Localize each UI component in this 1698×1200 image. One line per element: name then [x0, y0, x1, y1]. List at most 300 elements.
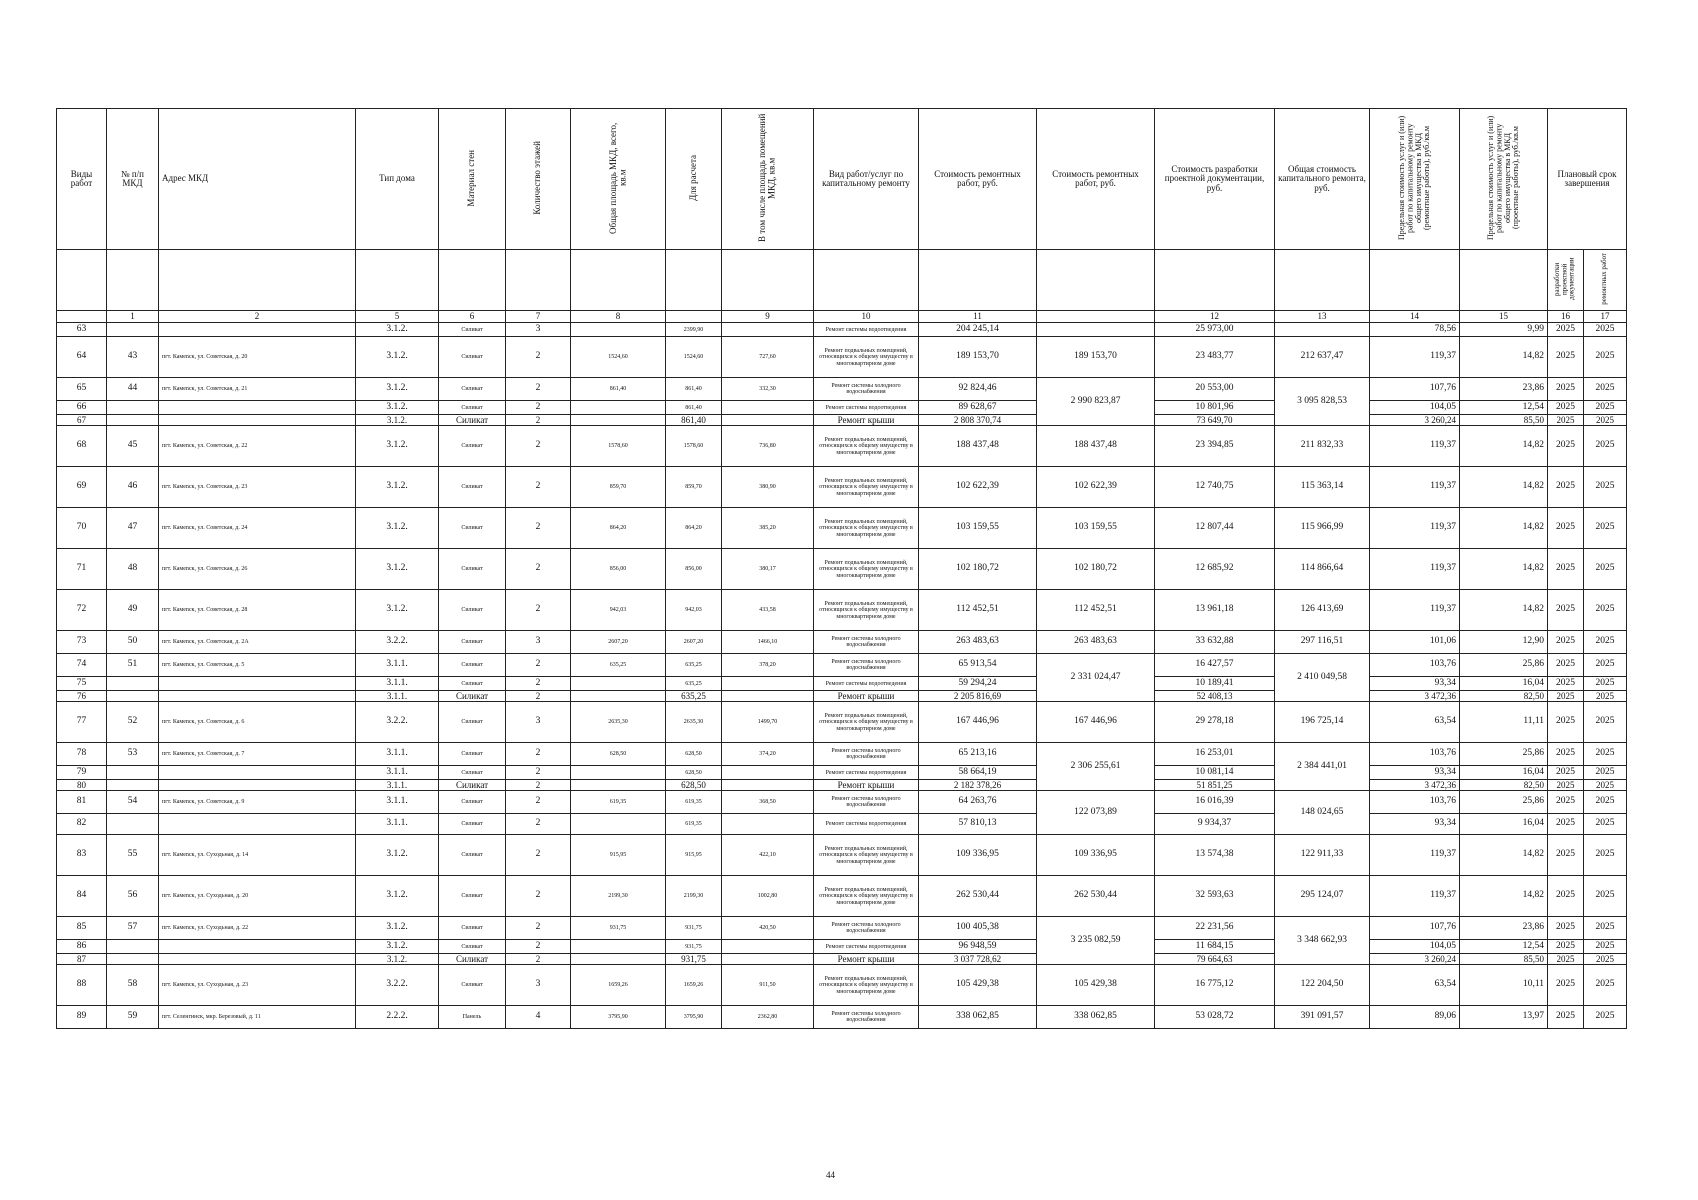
floors-cell: 3: [506, 631, 571, 654]
calc-area-cell: 861,40: [666, 378, 722, 401]
row-number-cell: 73: [57, 631, 107, 654]
house-type-cell: 3.1.1.: [356, 780, 439, 791]
work-kind-cell: Ремонт подвальных помещений, относящихся к общему имуществу в многоквартирном доме: [814, 876, 919, 917]
wall-material-cell: Силикат: [439, 654, 506, 677]
premises-area-cell: 1499,70: [722, 702, 814, 743]
col-repair-cost-1: Стоимость ремонтных работ, руб.: [919, 109, 1037, 250]
total-area-cell: [571, 940, 666, 954]
floors-cell: 2: [506, 940, 571, 954]
total-area-cell: 859,70: [571, 467, 666, 508]
repair-cost-total-cell: [1037, 323, 1155, 337]
limit-repair-cell: 107,76: [1370, 917, 1460, 940]
wall-material-cell: Силикат: [439, 508, 506, 549]
repair-cost-total-cell: 102 622,39: [1037, 467, 1155, 508]
floors-cell: 2: [506, 401, 571, 415]
row-number-cell: 87: [57, 954, 107, 965]
house-type-cell: 3.1.2.: [356, 378, 439, 401]
calc-area-cell: 628,50: [666, 743, 722, 766]
limit-design-cell: 12,54: [1460, 401, 1548, 415]
address-cell: [159, 814, 356, 835]
limit-design-cell: 82,50: [1460, 780, 1548, 791]
address-cell: пгт. Камenск, ул. Советская, д. 23: [159, 467, 356, 508]
limit-design-cell: 14,82: [1460, 508, 1548, 549]
work-kind-cell: Ремонт системы холодного водоснабжения: [814, 743, 919, 766]
house-type-cell: 3.1.1.: [356, 743, 439, 766]
limit-design-cell: 10,11: [1460, 965, 1548, 1006]
total-area-cell: [571, 954, 666, 965]
work-kind-cell: Ремонт крыши: [814, 780, 919, 791]
table-row: [57, 940, 1627, 954]
calc-area-cell: 2399,90: [666, 323, 722, 337]
column-number: 14: [1370, 311, 1460, 323]
premises-area-cell: [722, 677, 814, 691]
wall-material-cell: Силикат: [439, 378, 506, 401]
column-number: 17: [1584, 311, 1627, 323]
mkd-number-cell: 58: [107, 965, 159, 1006]
premises-area-cell: 1002,80: [722, 876, 814, 917]
total-area-cell: 1524,60: [571, 337, 666, 378]
limit-design-cell: 16,04: [1460, 766, 1548, 780]
mkd-number-cell: 56: [107, 876, 159, 917]
mkd-number-cell: [107, 415, 159, 426]
house-type-cell: 3.1.2.: [356, 917, 439, 940]
premises-area-cell: 727,60: [722, 337, 814, 378]
total-area-cell: 2607,20: [571, 631, 666, 654]
repair-cost-total-cell: 263 483,63: [1037, 631, 1155, 654]
total-area-cell: [571, 691, 666, 702]
total-cost-cell: 114 866,64: [1275, 549, 1370, 590]
floors-cell: 2: [506, 337, 571, 378]
col-premises-area: В том числе площадь помещений МКД, кв.м: [757, 113, 777, 242]
floors-cell: 2: [506, 743, 571, 766]
floors-cell: 4: [506, 1006, 571, 1029]
year-repair-cell: 2025: [1584, 677, 1627, 691]
work-kind-cell: Ремонт системы холодного водоснабжения: [814, 1006, 919, 1029]
work-kind-cell: Ремонт подвальных помещений, относящихся к общему имуществу в многоквартирном доме: [814, 426, 919, 467]
page-number: 44: [826, 1170, 835, 1180]
total-area-cell: 3795,90: [571, 1006, 666, 1029]
repair-cost-cell: 89 628,67: [919, 401, 1037, 415]
mkd-number-cell: 54: [107, 791, 159, 814]
calc-area-cell: 2607,20: [666, 631, 722, 654]
repair-cost-cell: 167 446,96: [919, 702, 1037, 743]
mkd-number-cell: 55: [107, 835, 159, 876]
calc-area-cell: 635,25: [666, 677, 722, 691]
row-number-cell: 67: [57, 415, 107, 426]
premises-area-cell: [722, 780, 814, 791]
calc-area-cell: 931,75: [666, 954, 722, 965]
limit-repair-cell: 101,06: [1370, 631, 1460, 654]
table-row: [57, 780, 1627, 791]
year-design-cell: 2025: [1548, 323, 1584, 337]
year-design-cell: 2025: [1548, 590, 1584, 631]
mkd-number-cell: 57: [107, 917, 159, 940]
wall-material-cell: Силикат: [439, 876, 506, 917]
year-design-cell: 2025: [1548, 791, 1584, 814]
repair-cost-cell: 262 530,44: [919, 876, 1037, 917]
col-repair-cost-2: Стоимость ремонтных работ, руб.: [1037, 109, 1155, 250]
total-area-cell: 861,40: [571, 378, 666, 401]
wall-material-cell: Силикат: [439, 415, 506, 426]
total-cost-cell: 212 637,47: [1275, 337, 1370, 378]
year-design-cell: 2025: [1548, 401, 1584, 415]
address-cell: пгт. Камenск, ул. Суходьная, д. 20: [159, 876, 356, 917]
address-cell: пгт. Камenск, ул. Советская, д. 7: [159, 743, 356, 766]
repair-cost-cell: 96 948,59: [919, 940, 1037, 954]
column-number: [666, 311, 722, 323]
table-row: [57, 743, 1627, 766]
total-area-cell: 856,00: [571, 549, 666, 590]
address-cell: пгт. Камenск, ул. Советская, д. 21: [159, 378, 356, 401]
column-number: [1037, 311, 1155, 323]
col-limit-design: Предельная стоимость услуг и (или) работ по капитальному ремонту общего имущества в МКД (проектные работы), руб./кв.м: [1485, 115, 1520, 240]
repair-cost-total-cell: 338 062,85: [1037, 1006, 1155, 1029]
house-type-cell: 3.1.2.: [356, 954, 439, 965]
column-number: [57, 311, 107, 323]
house-type-cell: 3.2.2.: [356, 702, 439, 743]
year-repair-cell: 2025: [1584, 791, 1627, 814]
repair-cost-total-cell: 188 437,48: [1037, 426, 1155, 467]
house-type-cell: 3.1.2.: [356, 415, 439, 426]
limit-design-cell: 13,97: [1460, 1006, 1548, 1029]
limit-design-cell: 25,86: [1460, 654, 1548, 677]
total-cost-cell: 3 095 828,53: [1275, 378, 1370, 426]
floors-cell: 2: [506, 508, 571, 549]
design-cost-cell: 51 851,25: [1155, 780, 1275, 791]
address-cell: [159, 940, 356, 954]
repair-cost-total-cell: 102 180,72: [1037, 549, 1155, 590]
house-type-cell: 3.1.2.: [356, 549, 439, 590]
limit-repair-cell: 3 472,36: [1370, 780, 1460, 791]
table-row: [57, 378, 1627, 401]
total-cost-cell: 3 348 662,93: [1275, 917, 1370, 965]
wall-material-cell: Силикат: [439, 954, 506, 965]
year-repair-cell: 2025: [1584, 323, 1627, 337]
floors-cell: 3: [506, 965, 571, 1006]
repair-cost-cell: 102 622,39: [919, 467, 1037, 508]
design-cost-cell: 9 934,37: [1155, 814, 1275, 835]
col-total-cost: Общая стоимость капитального ремонта, руб.: [1275, 109, 1370, 250]
work-kind-cell: Ремонт системы водоотведения: [814, 323, 919, 337]
limit-repair-cell: 63,54: [1370, 702, 1460, 743]
limit-design-cell: 23,86: [1460, 378, 1548, 401]
work-kind-cell: Ремонт системы водоотведения: [814, 940, 919, 954]
col-floors: Количество этажей: [532, 140, 543, 215]
total-area-cell: 635,25: [571, 654, 666, 677]
column-number: 16: [1548, 311, 1584, 323]
work-kind-cell: Ремонт подвальных помещений, относящихся к общему имуществу в многоквартирном доме: [814, 508, 919, 549]
year-repair-cell: 2025: [1584, 940, 1627, 954]
house-type-cell: 3.1.2.: [356, 940, 439, 954]
table-row: [57, 631, 1627, 654]
design-cost-cell: 32 593,63: [1155, 876, 1275, 917]
row-number-cell: 75: [57, 677, 107, 691]
address-cell: [159, 677, 356, 691]
year-design-cell: 2025: [1548, 677, 1584, 691]
table-row: [57, 917, 1627, 940]
mkd-number-cell: 59: [107, 1006, 159, 1029]
table-row: [57, 702, 1627, 743]
total-cost-cell: 122 911,33: [1275, 835, 1370, 876]
total-area-cell: 915,95: [571, 835, 666, 876]
repair-cost-cell: 3 037 728,62: [919, 954, 1037, 965]
mkd-number-cell: 43: [107, 337, 159, 378]
repair-cost-cell: 100 405,38: [919, 917, 1037, 940]
floors-cell: 2: [506, 426, 571, 467]
mkd-number-cell: 51: [107, 654, 159, 677]
repair-cost-cell: 65 913,54: [919, 654, 1037, 677]
limit-repair-cell: 119,37: [1370, 876, 1460, 917]
limit-design-cell: 85,50: [1460, 954, 1548, 965]
total-area-cell: [571, 323, 666, 337]
year-repair-cell: 2025: [1584, 467, 1627, 508]
col-design-cost: Стоимость разработки проектной документации, руб.: [1155, 109, 1275, 250]
floors-cell: 2: [506, 590, 571, 631]
mkd-number-cell: [107, 323, 159, 337]
mkd-number-cell: [107, 814, 159, 835]
year-repair-cell: 2025: [1584, 401, 1627, 415]
premises-area-cell: [722, 401, 814, 415]
total-cost-cell: 211 832,33: [1275, 426, 1370, 467]
year-repair-cell: 2025: [1584, 337, 1627, 378]
total-area-cell: 864,20: [571, 508, 666, 549]
year-repair-cell: 2025: [1584, 378, 1627, 401]
calc-area-cell: 1659,26: [666, 965, 722, 1006]
house-type-cell: 3.1.2.: [356, 876, 439, 917]
repair-cost-total-cell: 122 073,89: [1037, 791, 1155, 835]
mkd-number-cell: [107, 677, 159, 691]
work-kind-cell: Ремонт системы водоотведения: [814, 677, 919, 691]
premises-area-cell: 380,90: [722, 467, 814, 508]
design-cost-cell: 16 427,57: [1155, 654, 1275, 677]
design-cost-cell: 20 553,00: [1155, 378, 1275, 401]
work-kind-cell: Ремонт подвальных помещений, относящихся к общему имуществу в многоквартирном доме: [814, 835, 919, 876]
repair-cost-cell: 338 062,85: [919, 1006, 1037, 1029]
year-repair-cell: 2025: [1584, 631, 1627, 654]
address-cell: пгт. Камenск, ул. Суходьная, д. 14: [159, 835, 356, 876]
year-design-cell: 2025: [1548, 426, 1584, 467]
design-cost-cell: 11 684,15: [1155, 940, 1275, 954]
row-number-cell: 66: [57, 401, 107, 415]
address-cell: [159, 401, 356, 415]
mkd-number-cell: 50: [107, 631, 159, 654]
address-cell: [159, 323, 356, 337]
wall-material-cell: Силикат: [439, 426, 506, 467]
calc-area-cell: 931,75: [666, 940, 722, 954]
address-cell: пгт. Селенгинск, мкр. Березовый, д. 11: [159, 1006, 356, 1029]
calc-area-cell: 942,03: [666, 590, 722, 631]
total-area-cell: [571, 780, 666, 791]
wall-material-cell: Силикат: [439, 691, 506, 702]
floors-cell: 2: [506, 549, 571, 590]
year-repair-cell: 2025: [1584, 876, 1627, 917]
row-number-cell: 88: [57, 965, 107, 1006]
row-number-cell: 86: [57, 940, 107, 954]
total-cost-cell: 115 363,14: [1275, 467, 1370, 508]
limit-design-cell: 12,54: [1460, 940, 1548, 954]
address-cell: пгт. Камenск, ул. Суходьная, д. 23: [159, 965, 356, 1006]
calc-area-cell: 628,50: [666, 780, 722, 791]
address-cell: [159, 415, 356, 426]
repair-cost-total-cell: 112 452,51: [1037, 590, 1155, 631]
house-type-cell: 3.1.1.: [356, 654, 439, 677]
address-cell: пгт. Камenск, ул. Советская, д. 9: [159, 791, 356, 814]
year-design-cell: 2025: [1548, 467, 1584, 508]
floors-cell: 2: [506, 917, 571, 940]
limit-repair-cell: 119,37: [1370, 549, 1460, 590]
year-repair-cell: 2025: [1584, 835, 1627, 876]
limit-repair-cell: 93,34: [1370, 814, 1460, 835]
column-number: 5: [356, 311, 439, 323]
work-kind-cell: Ремонт крыши: [814, 691, 919, 702]
repair-cost-total-cell: 3 235 082,59: [1037, 917, 1155, 965]
total-area-cell: [571, 766, 666, 780]
premises-area-cell: 2362,80: [722, 1006, 814, 1029]
limit-repair-cell: 103,76: [1370, 654, 1460, 677]
mkd-number-cell: [107, 940, 159, 954]
mkd-number-cell: [107, 954, 159, 965]
repair-cost-cell: 2 182 378,26: [919, 780, 1037, 791]
total-area-cell: 2635,30: [571, 702, 666, 743]
work-kind-cell: Ремонт системы холодного водоснабжения: [814, 917, 919, 940]
table-row: [57, 835, 1627, 876]
repair-cost-cell: 109 336,95: [919, 835, 1037, 876]
row-number-cell: 85: [57, 917, 107, 940]
mkd-number-cell: 45: [107, 426, 159, 467]
limit-design-cell: 14,82: [1460, 549, 1548, 590]
work-kind-cell: Ремонт системы холодного водоснабжения: [814, 378, 919, 401]
premises-area-cell: 911,50: [722, 965, 814, 1006]
house-type-cell: 3.1.1.: [356, 791, 439, 814]
floors-cell: 2: [506, 654, 571, 677]
total-area-cell: [571, 814, 666, 835]
table-row: [57, 677, 1627, 691]
table-row: [57, 965, 1627, 1006]
repair-cost-total-cell: 2 306 255,61: [1037, 743, 1155, 791]
limit-design-cell: 14,82: [1460, 876, 1548, 917]
floors-cell: 2: [506, 677, 571, 691]
year-design-cell: 2025: [1548, 876, 1584, 917]
premises-area-cell: 420,50: [722, 917, 814, 940]
column-number-row: [57, 311, 1627, 323]
table-row: [57, 954, 1627, 965]
year-design-cell: 2025: [1548, 954, 1584, 965]
year-design-cell: 2025: [1548, 766, 1584, 780]
design-cost-cell: 16 253,01: [1155, 743, 1275, 766]
repair-cost-total-cell: 103 159,55: [1037, 508, 1155, 549]
house-type-cell: 3.1.1.: [356, 677, 439, 691]
col-work-kind: Вид работ/услуг по капитальному ремонту: [814, 109, 919, 250]
row-number-cell: 80: [57, 780, 107, 791]
repair-cost-cell: 112 452,51: [919, 590, 1037, 631]
work-kind-cell: Ремонт подвальных помещений, относящихся к общему имуществу в многоквартирном доме: [814, 702, 919, 743]
calc-area-cell: 864,20: [666, 508, 722, 549]
design-cost-cell: 16 016,39: [1155, 791, 1275, 814]
mkd-number-cell: 49: [107, 590, 159, 631]
limit-design-cell: 12,90: [1460, 631, 1548, 654]
year-design-cell: 2025: [1548, 965, 1584, 1006]
row-number-cell: 81: [57, 791, 107, 814]
table-row: [57, 323, 1627, 337]
row-number-cell: 70: [57, 508, 107, 549]
premises-area-cell: [722, 940, 814, 954]
address-cell: пгт. Камenск, ул. Советская, д. 5: [159, 654, 356, 677]
repair-cost-cell: 64 263,76: [919, 791, 1037, 814]
premises-area-cell: [722, 323, 814, 337]
year-design-cell: 2025: [1548, 702, 1584, 743]
design-cost-cell: 23 483,77: [1155, 337, 1275, 378]
repair-cost-cell: 57 810,13: [919, 814, 1037, 835]
repair-cost-cell: 58 664,19: [919, 766, 1037, 780]
limit-design-cell: 16,04: [1460, 814, 1548, 835]
row-number-cell: 64: [57, 337, 107, 378]
row-number-cell: 69: [57, 467, 107, 508]
year-repair-cell: 2025: [1584, 702, 1627, 743]
year-repair-cell: 2025: [1584, 590, 1627, 631]
wall-material-cell: Силикат: [439, 677, 506, 691]
work-kind-cell: Ремонт подвальных помещений, относящихся к общему имуществу в многоквартирном доме: [814, 337, 919, 378]
limit-design-cell: 14,82: [1460, 590, 1548, 631]
total-cost-cell: 2 410 049,58: [1275, 654, 1370, 702]
address-cell: пгт. Камenск, ул. Советская, д. 22: [159, 426, 356, 467]
year-repair-cell: 2025: [1584, 549, 1627, 590]
total-area-cell: 2199,30: [571, 876, 666, 917]
limit-repair-cell: 119,37: [1370, 508, 1460, 549]
calc-area-cell: 1578,60: [666, 426, 722, 467]
table-row: [57, 508, 1627, 549]
row-number-cell: 65: [57, 378, 107, 401]
subheader-row: [57, 250, 1627, 311]
row-number-cell: 71: [57, 549, 107, 590]
wall-material-cell: Силикат: [439, 780, 506, 791]
design-cost-cell: 52 408,13: [1155, 691, 1275, 702]
limit-design-cell: 25,86: [1460, 791, 1548, 814]
total-area-cell: 931,75: [571, 917, 666, 940]
premises-area-cell: 736,80: [722, 426, 814, 467]
design-cost-cell: 13 574,38: [1155, 835, 1275, 876]
register-sheet: [56, 108, 1626, 1144]
column-number: 1: [107, 311, 159, 323]
wall-material-cell: Силикат: [439, 917, 506, 940]
work-kind-cell: Ремонт системы водоотведения: [814, 401, 919, 415]
limit-repair-cell: 78,56: [1370, 323, 1460, 337]
mkd-number-cell: 48: [107, 549, 159, 590]
limit-repair-cell: 89,06: [1370, 1006, 1460, 1029]
repair-cost-cell: 65 213,16: [919, 743, 1037, 766]
house-type-cell: 3.1.2.: [356, 426, 439, 467]
total-cost-cell: 391 091,57: [1275, 1006, 1370, 1029]
limit-design-cell: 82,50: [1460, 691, 1548, 702]
repair-cost-total-cell: 2 331 024,47: [1037, 654, 1155, 702]
address-cell: пгт. Камenск, ул. Советская, д. 24: [159, 508, 356, 549]
design-cost-cell: 33 632,88: [1155, 631, 1275, 654]
premises-area-cell: 433,58: [722, 590, 814, 631]
limit-repair-cell: 119,37: [1370, 467, 1460, 508]
total-area-cell: 628,50: [571, 743, 666, 766]
limit-repair-cell: 3 260,24: [1370, 954, 1460, 965]
year-repair-cell: 2025: [1584, 814, 1627, 835]
year-design-cell: 2025: [1548, 631, 1584, 654]
limit-repair-cell: 3 472,36: [1370, 691, 1460, 702]
mkd-number-cell: [107, 766, 159, 780]
limit-design-cell: 11,11: [1460, 702, 1548, 743]
floors-cell: 2: [506, 415, 571, 426]
floors-cell: 2: [506, 691, 571, 702]
limit-repair-cell: 93,34: [1370, 677, 1460, 691]
table-row: [57, 337, 1627, 378]
year-design-cell: 2025: [1548, 654, 1584, 677]
row-number-cell: 76: [57, 691, 107, 702]
